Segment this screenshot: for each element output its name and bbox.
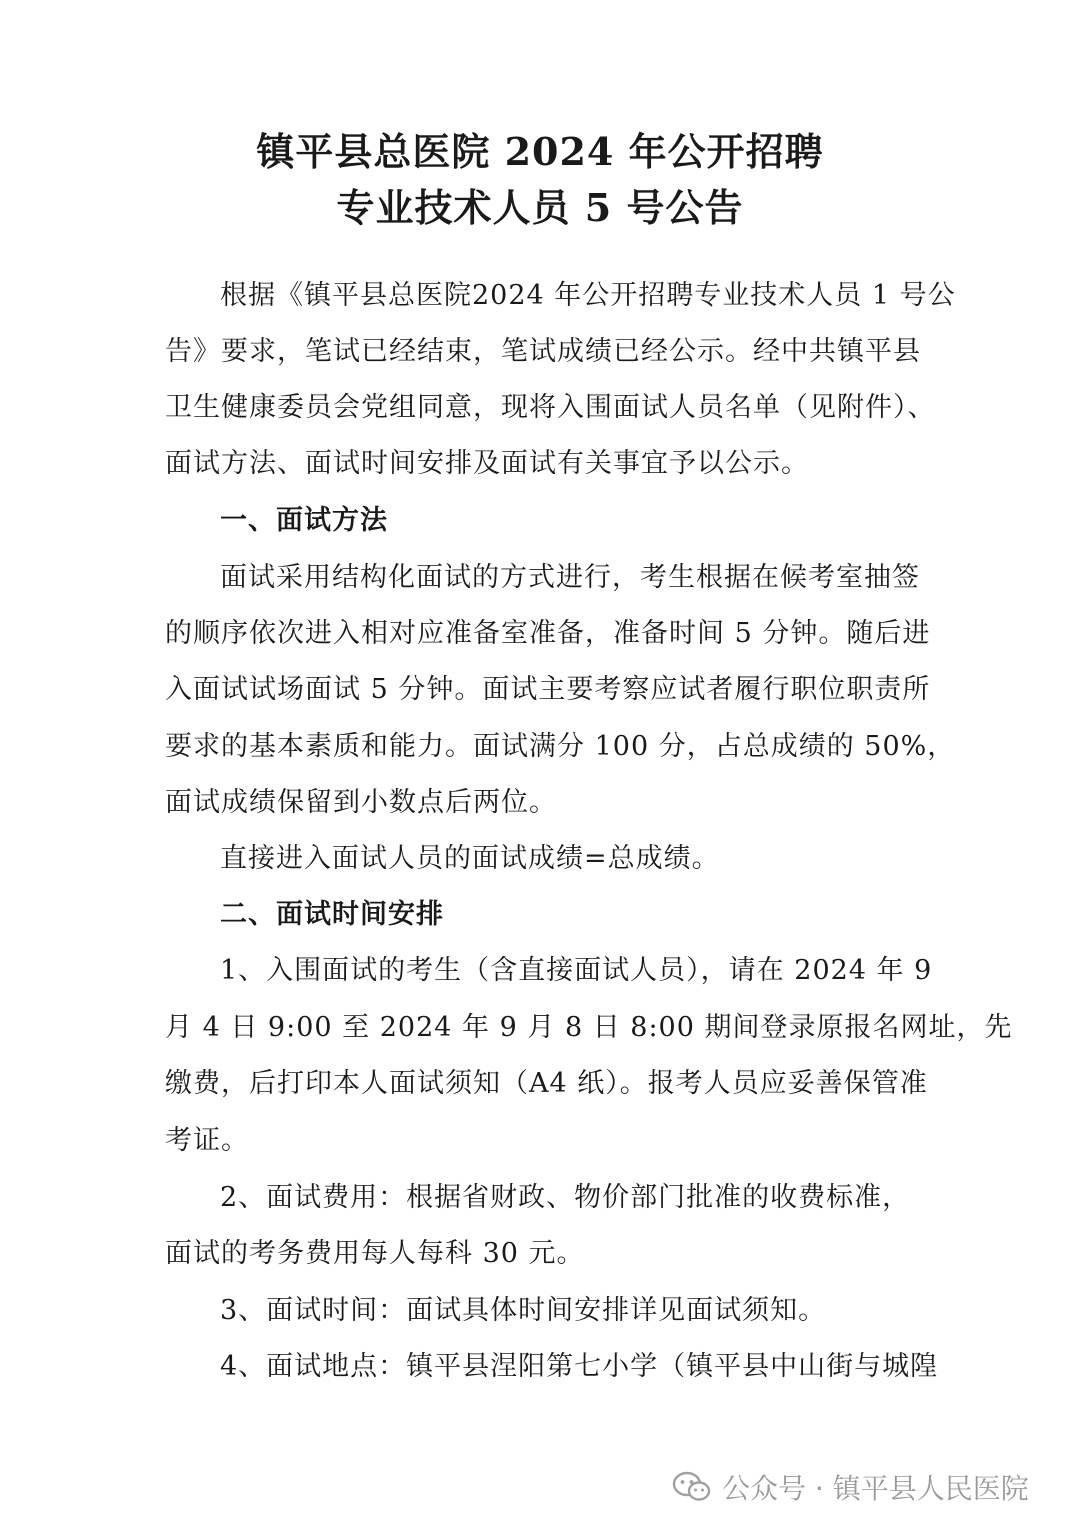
section-2-item-4: 4、面试地点：镇平县涅阳第七小学（镇平县中山街与城隍 — [220, 1351, 939, 1382]
section-2-item-1-line-1: 1、入围面试的考生（含直接面试人员），请在 2024 年 9 — [220, 955, 933, 986]
document-title-line-2: 专业技术人员 5 号公告 — [336, 185, 744, 230]
section-2-item-3: 3、面试时间：面试具体时间安排详见面试须知。 — [220, 1295, 827, 1326]
section-2-item-1-line-3: 缴费，后打印本人面试须知（A4 纸）。报考人员应妥善保管准 — [165, 1068, 928, 1099]
intro-line-1: 根据《镇平县总医院2024 年公开招聘专业技术人员 1 号公 — [220, 280, 956, 311]
watermark-text: 公众号 · 镇平县人民医院 — [722, 1472, 1029, 1505]
section-1-direct-note: 直接进入面试人员的面试成绩=总成绩。 — [220, 843, 720, 874]
intro-line-3: 卫生健康委员会党组同意，现将入围面试人员名单（见附件）、 — [165, 392, 936, 423]
section-1-line-3: 入面试试场面试 5 分钟。面试主要考察应试者履行职位职责所 — [165, 674, 931, 705]
wechat-icon — [672, 1470, 712, 1504]
section-2-item-1-line-4: 考证。 — [165, 1125, 249, 1156]
intro-line-2: 告》要求，笔试已经结束，笔试成绩已经公示。经中共镇平县 — [165, 336, 921, 367]
section-2-item-2-line-1: 2、面试费用：根据省财政、物价部门批准的收费标准， — [220, 1182, 911, 1213]
section-1-line-4: 要求的基本素质和能力。面试满分 100 分，占总成绩的 50%， — [165, 731, 956, 762]
section-1-heading: 一、面试方法 — [220, 505, 388, 536]
section-2-heading: 二、面试时间安排 — [220, 899, 444, 930]
section-2-item-1-line-2: 月 4 日 9:00 至 2024 年 9 月 8 日 8:00 期间登录原报名网址，先 — [165, 1012, 1013, 1043]
section-2-item-2-line-2: 面试的考务费用每人每科 30 元。 — [165, 1238, 585, 1269]
document-title-line-1: 镇平县总医院 2024 年公开招聘 — [256, 129, 824, 174]
wechat-watermark — [672, 1467, 1029, 1507]
section-1-line-2: 的顺序依次进入相对应准备室准备，准备时间 5 分钟。随后进 — [165, 618, 931, 649]
intro-line-4: 面试方法、面试时间安排及面试有关事宜予以公示。 — [165, 448, 809, 479]
section-1-line-5: 面试成绩保留到小数点后两位。 — [165, 787, 557, 818]
section-1-line-1: 面试采用结构化面试的方式进行，考生根据在候考室抽签 — [220, 562, 920, 593]
